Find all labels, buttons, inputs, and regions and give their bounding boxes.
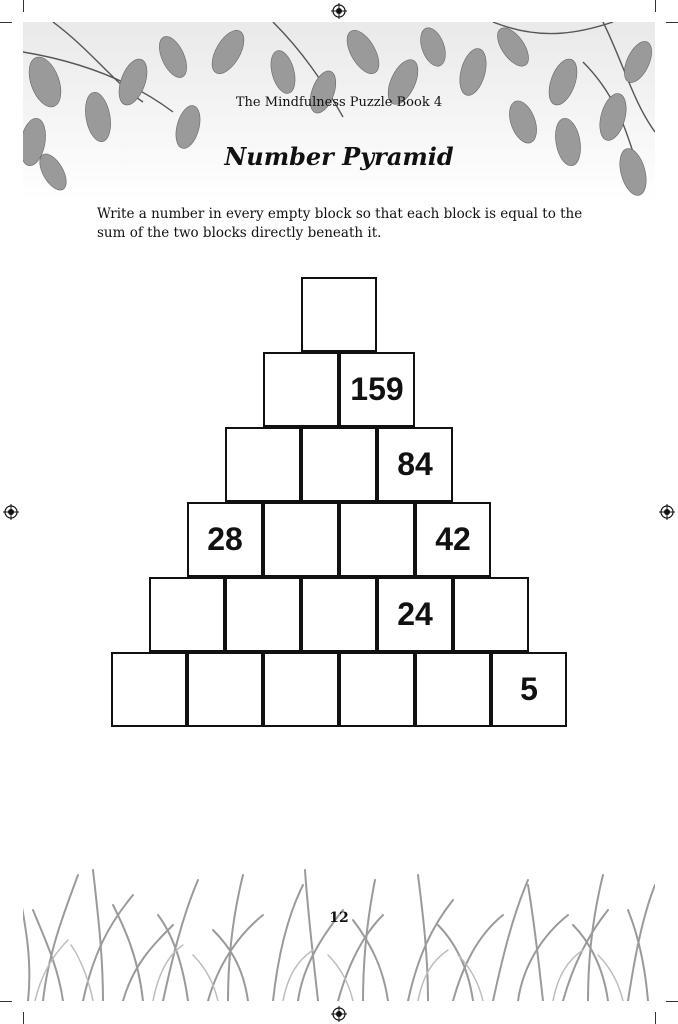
pyramid-block-empty[interactable] xyxy=(453,577,529,652)
instructions xyxy=(97,205,587,243)
pyramid-block-empty[interactable] xyxy=(263,352,339,427)
pyramid-block-empty[interactable] xyxy=(339,652,415,727)
pyramid-block-empty[interactable] xyxy=(301,577,377,652)
pyramid-block-empty[interactable] xyxy=(415,652,491,727)
registration-mark-icon xyxy=(331,3,347,19)
pyramid-block-empty[interactable] xyxy=(225,577,301,652)
crop-mark xyxy=(23,1012,24,1024)
registration-mark-icon xyxy=(659,504,675,520)
instructions-line: sum of the two blocks directly beneath it. xyxy=(97,225,382,241)
pyramid-block-given: 24 xyxy=(377,577,453,652)
crop-mark xyxy=(0,22,12,23)
pyramid-block-empty[interactable] xyxy=(263,502,339,577)
crop-mark xyxy=(655,0,656,12)
book-title: The Mindfulness Puzzle Book 4 xyxy=(235,95,443,110)
pyramid-block-given: 84 xyxy=(377,427,453,502)
pyramid-block-empty[interactable] xyxy=(301,427,377,502)
pyramid-block-empty[interactable] xyxy=(225,427,301,502)
pyramid-block-empty[interactable] xyxy=(339,502,415,577)
pyramid-block-given: 159 xyxy=(339,352,415,427)
instructions-line: Write a number in every empty block so that each block is equal to the xyxy=(97,206,583,222)
foliage-illustration xyxy=(23,22,655,200)
pyramid-block-empty[interactable] xyxy=(263,652,339,727)
registration-mark-icon xyxy=(331,1006,347,1022)
crop-mark xyxy=(655,1012,656,1024)
page-number: 12 xyxy=(329,910,349,926)
grass-illustration xyxy=(23,855,655,1001)
pyramid-block-empty[interactable] xyxy=(111,652,187,727)
pyramid-block-given: 5 xyxy=(491,652,567,727)
pyramid-block-empty[interactable] xyxy=(301,277,377,352)
registration-mark-icon xyxy=(3,504,19,520)
crop-mark xyxy=(0,1001,12,1002)
pyramid-block-empty[interactable] xyxy=(149,577,225,652)
crop-mark xyxy=(666,1001,678,1002)
pyramid-block-given: 28 xyxy=(187,502,263,577)
puzzle-title: Number Pyramid xyxy=(224,142,454,171)
pyramid-block-empty[interactable] xyxy=(187,652,263,727)
pyramid-block-given: 42 xyxy=(415,502,491,577)
crop-mark xyxy=(23,0,24,12)
crop-mark xyxy=(666,22,678,23)
